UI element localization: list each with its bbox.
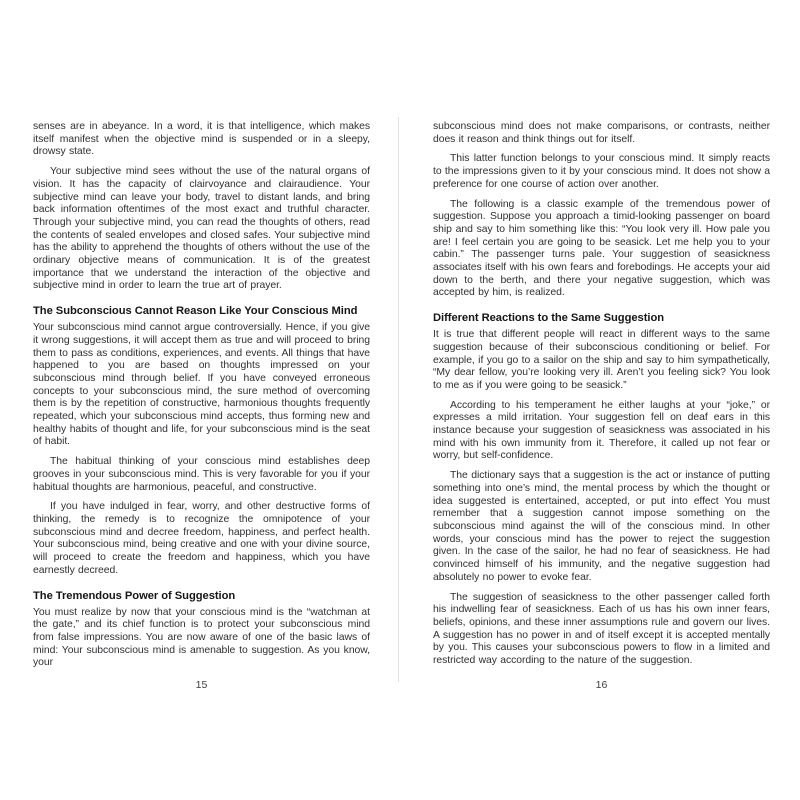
paragraph: senses are in abeyance. In a word, it is that intelligence, which makes itself manifest when the objective mind is suspended or in a sleepy, drowsy state.	[33, 121, 370, 158]
section-heading: The Tremendous Power of Suggestion	[33, 589, 236, 602]
paragraph: This latter function belongs to your conscious mind. It simply reacts to the impressions given to it by your conscious mind. It does not show a preference for one course of action over another.	[433, 153, 770, 190]
section-heading: The Subconscious Cannot Reason Like Your Conscious Mind	[33, 305, 358, 318]
paragraph: It is true that different people will react in different ways to the same suggestion because of their subconscious conditioning or belief. For example, if you go to a sailor on the ship and say to him sympathetically, “My dear fellow, you’re looking very ill. Aren’t you feeling sick? You look to me as if you were going to be seasick.”	[433, 329, 770, 391]
page-number: 15	[195, 679, 208, 691]
paragraph: According to his temperament he either laughs at your “joke,” or expresses a mild irritation. Your suggestion fell on deaf ears in this instance because your suggestion of seasickness was associated in his mind with his own immunity from it. Therefore, it called up not fear or worry, but self-confidence.	[433, 399, 770, 462]
page-left	[33, 121, 370, 721]
paragraph: The suggestion of seasickness to the other passenger called forth his indwelling fear of seasickness. Each of us has his own inner fears, beliefs, opinions, and these inner assumptions rule and govern our lives. A suggestion has no power in and of itself except it is accepted mentally by you. This causes your subconscious powers to flow in a limited and restricted way according to the nature of the suggestion.	[433, 591, 770, 667]
paragraph: Your subconscious mind cannot argue controversially. Hence, if you give it wrong suggestions, it will accept them as true and will proceed to bring them to pass as conditions, experiences, and events. All things that have happened to you are based on thoughts impressed on your subconscious mind through belief. If you have conveyed erroneous concepts to your subconscious mind, the sure method of overcoming them is by the repetition of constructive, harmonious thoughts frequently repeated, which your subconscious mind accepts, thus forming new and healthy habits of thought and life, for your subconscious mind is the seat of habit.	[33, 322, 370, 448]
paragraph: You must realize by now that your conscious mind is the “watchman at the gate,” and its chief function is to protect your subconscious mind from false impressions. You are now aware of one of the basic laws of mind: Your subconscious mind is amenable to suggestion. As you know, your	[33, 606, 370, 669]
page-right	[433, 121, 770, 721]
page-divider	[398, 117, 399, 682]
paragraph: The following is a classic example of the tremendous power of suggestion. Suppose you approach a timid-looking passenger on board ship and say to him something like this: “You look very ill. How pale you are! I feel certain you are going to be seasick. Let me help you to your cabin.” The passenger turns pale. Your suggestion of seasickness associates itself with his own fears and forebodings. He accepts your aid down to the berth, and there your negative suggestion, which was accepted by him, is realized.	[433, 198, 770, 299]
paragraph: The dictionary says that a suggestion is the act or instance of putting something into one’s mind, the mental process by which the thought or idea suggested is entertained, accepted, or put into effect You must remember that a suggestion cannot impose something on the subconscious mind against the will of the conscious mind. In other words, your conscious mind has the power to reject the suggestion given. In the case of the sailor, he had no fear of seasickness. He had convinced himself of his immunity, and the negative suggestion had absolutely no power to evoke fear.	[433, 470, 770, 583]
page-number: 16	[595, 679, 608, 691]
section-heading: Different Reactions to the Same Suggestion	[433, 312, 665, 325]
paragraph: subconscious mind does not make comparisons, or contrasts, neither does it reason and think things out for itself.	[433, 121, 770, 145]
paragraph: The habitual thinking of your conscious mind establishes deep grooves in your subconscious mind. This is very favorable for you if your habitual thoughts are harmonious, peaceful, and constructive.	[33, 456, 370, 493]
paragraph: Your subjective mind sees without the use of the natural organs of vision. It has the capacity of clairvoyance and clairaudience. Your subjective mind can leave your body, travel to distant lands, and bring back information oftentimes of the most exact and truthful character. Through your subjective mind, you can read the thoughts of others, read the contents of sealed envelopes and closed safes. Your subjective mind has the ability to apprehend the thoughts of others without the use of the ordinary objective means of communication. It is of the greatest importance that we understand the interaction of the objective and subjective mind in order to learn the true art of prayer.	[33, 166, 370, 292]
paragraph: If you have indulged in fear, worry, and other destructive forms of thinking, the remedy is to recognize the omnipotence of your subconscious mind and decree freedom, happiness, and perfect health. Your subconscious mind, being creative and one with your divine source, will proceed to create the freedom and happiness, which you have earnestly decreed.	[33, 501, 370, 576]
